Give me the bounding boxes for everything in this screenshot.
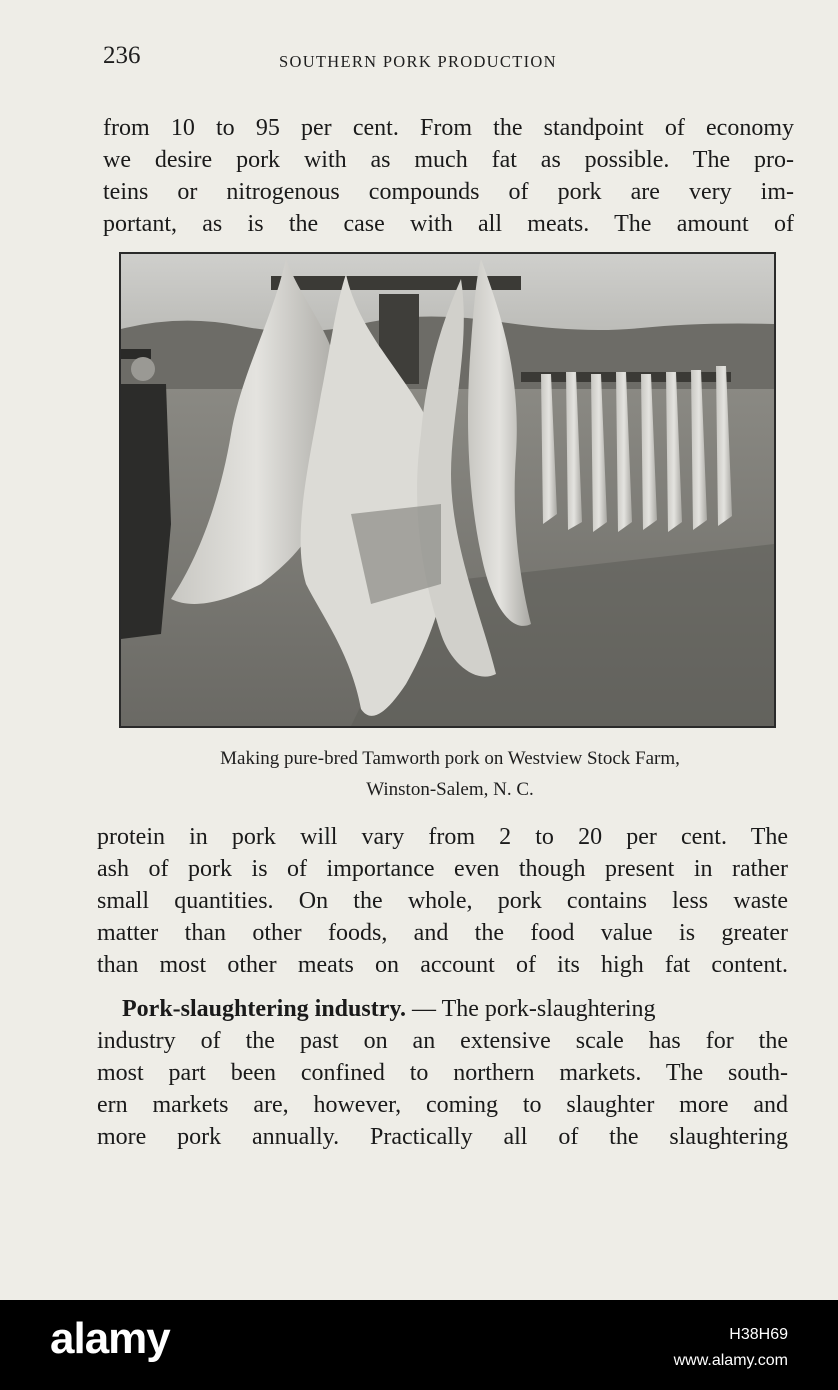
image-id-block [674,1322,788,1374]
paragraph-2-line-4: matter than other foods, and the food value is greater [97,920,788,946]
paragraph-3-line-5: more pork annually. Practically all of the slaughtering [97,1124,788,1150]
paragraph-1-line-3: teins or nitrogenous compounds of pork are very im- [103,179,794,205]
paragraph-1-line-4: portant, as is the case with all meats. The amount of [103,211,794,237]
paragraph-2-line-5: than most other meats on account of its high fat content. [97,952,788,978]
paragraph-3-line-1-text: — The pork-slaughtering [406,996,656,1022]
photograph-hanging-hog-carcasses [119,252,776,728]
paragraph-3-line-2: industry of the past on an extensive scale has for the [97,1028,788,1054]
paragraph-1-line-2: we desire pork with as much fat as possible. The pro- [103,147,794,173]
paragraph-2-line-1: protein in pork will vary from 2 to 20 per cent. The [97,824,788,850]
paragraph-3-line-3: most part been confined to northern markets. The south- [97,1060,788,1086]
paragraph-2-line-2: ash of pork is of importance even though present in rather [97,856,788,882]
image-id: H38H69 [729,1326,788,1343]
photo-illustration [121,254,774,726]
figure-caption-line-1: Making pure-bred Tamworth pork on Westview Stock Farm, [220,748,680,769]
paragraph-3-line-4: ern markets are, however, coming to slaughter more and [97,1092,788,1118]
site-url: www.alamy.com [673,1352,788,1369]
paragraph-3-line-1 [122,994,788,1024]
section-heading: Pork-slaughtering industry. [122,996,407,1022]
stock-watermark-bar [0,1300,838,1390]
figure-caption-line-2: Winston-Salem, N. C. [366,779,534,800]
alamy-logo: alamy [50,1314,170,1363]
paragraph-1-line-1: from 10 to 95 per cent. From the standpoint of economy [103,115,794,141]
page-number: 236 [103,42,141,69]
paragraph-2-line-3: small quantities. On the whole, pork contains less waste [97,888,788,914]
running-title: SOUTHERN PORK PRODUCTION [279,52,557,71]
